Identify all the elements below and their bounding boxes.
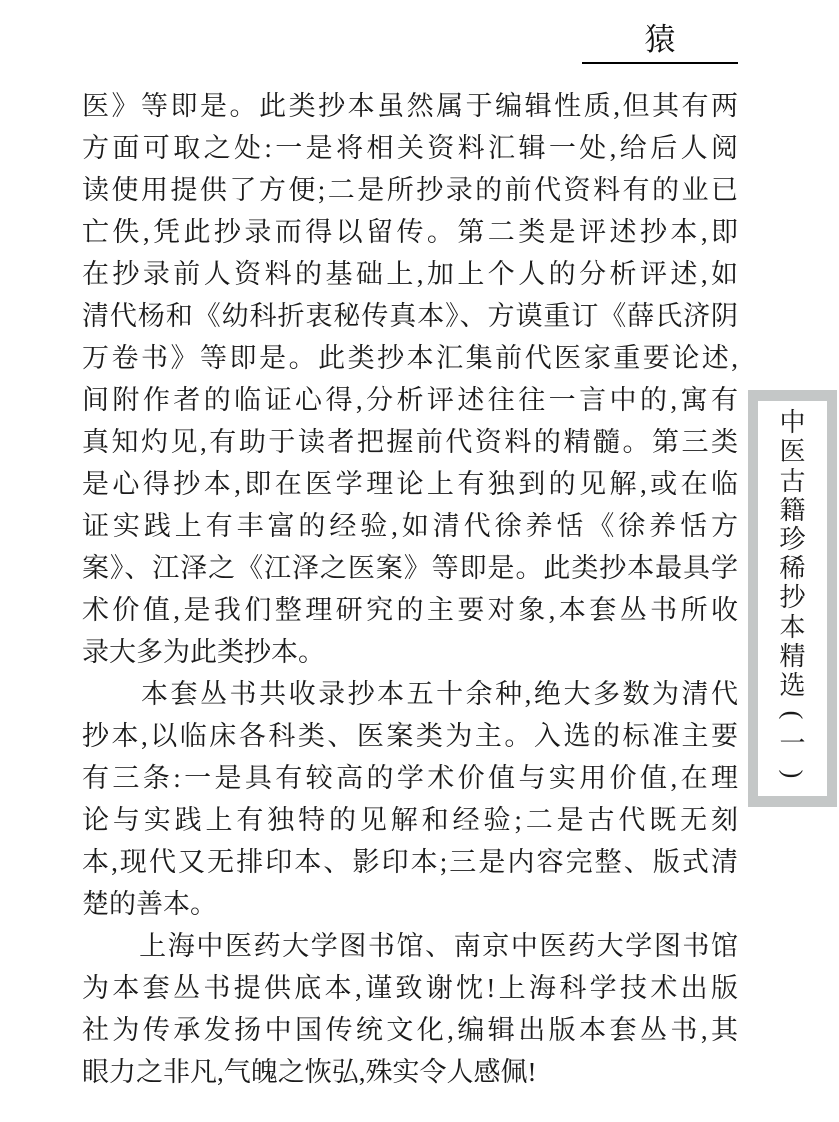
text-line: 本套丛书共收录抄本五十余种,绝大多数为清代 [82,679,738,709]
text-line: 社为传承发扬中国传统文化,编辑出版本套丛书,其 [82,1015,738,1045]
text-line: 读使用提供了方便;二是所抄录的前代资料有的业已 [82,175,738,205]
series-title-char: 中 [779,408,806,438]
series-title-char: 选 [779,671,806,701]
series-title-char: 抄 [779,583,806,613]
text-line: 清代杨和《幼科折衷秘传真本》、方谟重订《薛氏济阴 [82,301,738,331]
series-title-vertical [758,401,827,796]
text-line: 录大多为此类抄本。 [82,637,325,667]
page-header-character: 猿 [582,20,738,64]
series-title-char: 一 [779,729,806,759]
text-line: 术价值,是我们整理研究的主要对象,本套丛书所收 [82,595,738,625]
series-title-char: ( [778,710,808,720]
text-line: 亡佚,凭此抄录而得以留传。第二类是评述抄本,即 [82,217,738,247]
text-line: 抄本,以临床各科类、医案类为主。入选的标准主要 [82,721,738,751]
text-line: 为本套丛书提供底本,谨致谢忱!上海科学技术出版 [82,973,738,1003]
text-line: 论与实践上有独特的见解和经验;二是古代既无刻 [82,805,738,835]
text-line: 有三条:一是具有较高的学术价值与实用价值,在理 [82,763,738,793]
series-title-char: 本 [779,612,806,642]
text-line: 万卷书》等即是。此类抄本汇集前代医家重要论述, [82,343,738,373]
text-line: 间附作者的临证心得,分析评述往往一言中的,寓有 [82,385,738,415]
series-side-tab [748,390,837,807]
text-line: 方面可取之处:一是将相关资料汇辑一处,给后人阅 [82,133,738,163]
series-title-char: 精 [779,641,806,671]
series-title-char: 古 [779,466,806,496]
text-line: 上海中医药大学图书馆、南京中医药大学图书馆 [82,931,738,961]
series-title-char: ) [778,769,808,778]
text-line: 真知灼见,有助于读者把握前代资料的精髓。第三类 [82,427,738,457]
text-line: 眼力之非凡,气魄之恢弘,殊实令人感佩! [82,1057,537,1087]
body-text [82,85,738,1093]
series-title-char: 籍 [779,495,806,525]
text-line: 证实践上有丰富的经验,如清代徐养恬《徐养恬方 [82,511,738,541]
series-title-char: 稀 [779,554,806,584]
text-line: 案》、江泽之《江泽之医案》等即是。此类抄本最具学 [82,553,738,583]
series-title-char: 医 [779,437,806,467]
text-line: 医》等即是。此类抄本虽然属于编辑性质,但其有两 [82,91,738,121]
series-title-char: 珍 [779,525,806,555]
text-line: 在抄录前人资料的基础上,加上个人的分析评述,如 [82,259,738,289]
text-line: 是心得抄本,即在医学理论上有独到的见解,或在临 [82,469,738,499]
text-line: 本,现代又无排印本、影印本;三是内容完整、版式清 [82,847,738,877]
text-line: 楚的善本。 [82,889,217,919]
